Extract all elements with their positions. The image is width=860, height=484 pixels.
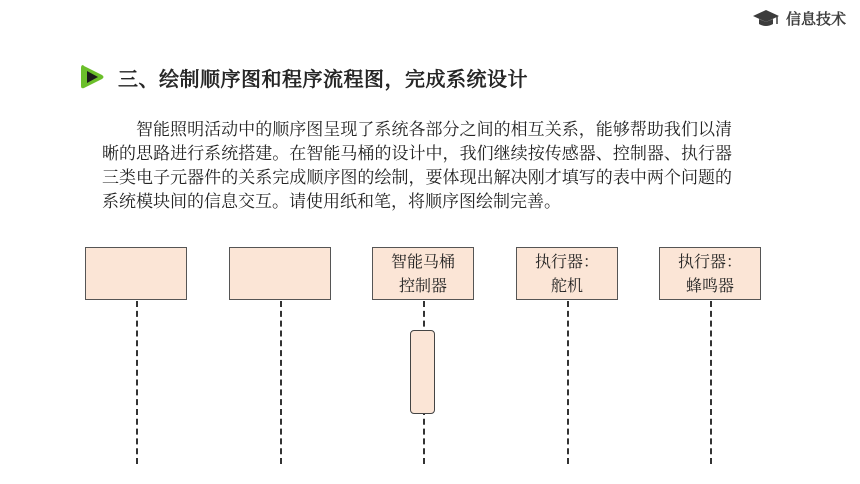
controller-activation-bar — [410, 330, 435, 414]
participant-5-line1: 执行器： — [677, 251, 742, 271]
participant-4-line2: 舵机 — [550, 275, 583, 295]
brand — [752, 8, 846, 29]
lifeline-2 — [280, 301, 282, 464]
section-title: 三、绘制顺序图和程序流程图，完成系统设计 — [118, 66, 528, 91]
lifeline-1 — [136, 301, 138, 464]
brand-label: 信息技术 — [785, 10, 846, 28]
lifeline-servo — [567, 301, 569, 464]
participant-box-servo — [516, 247, 618, 300]
participant-5-line2: 蜂鸣器 — [685, 275, 734, 295]
instruction-paragraph: 智能照明活动中的顺序图呈现了系统各部分之间的相互关系，能够帮助我们以清晰的思路进行系统搭建。在智能马桶的设计中，我们继续按传感器、控制器、执行器三类电子元器件的关系完成顺序图的绘制，要体现出解决刚才填写的表中两个问题的系统模块间的信息交互。请使用纸和笔，将顺序图绘制完善。 — [102, 120, 732, 212]
participant-box-2 — [229, 247, 331, 300]
participant-4-line1: 执行器： — [534, 251, 599, 271]
participant-box-1 — [85, 247, 187, 300]
play-icon — [78, 62, 106, 92]
participant-box-buzzer — [659, 247, 761, 300]
lifeline-buzzer — [710, 301, 712, 464]
top-bar — [0, 0, 860, 40]
participant-box-controller — [372, 247, 474, 300]
participant-3-line2: 控制器 — [398, 275, 447, 295]
participant-3-line1: 智能马桶 — [390, 251, 455, 271]
section-heading — [78, 62, 528, 92]
graduation-cap-icon — [752, 9, 780, 29]
